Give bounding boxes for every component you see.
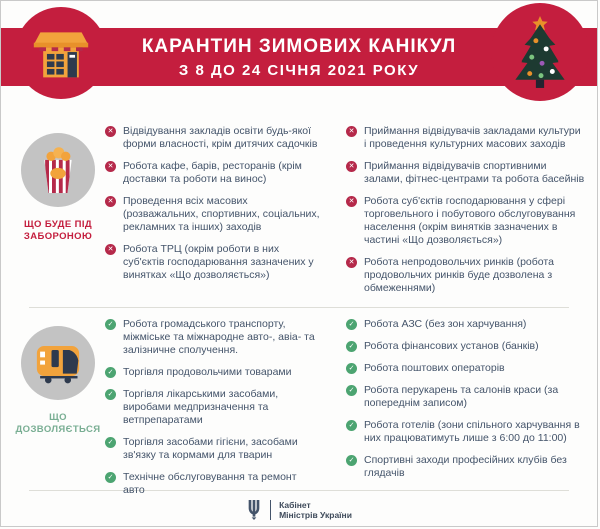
- item-text: Робота АЗС (без зон харчування): [364, 318, 527, 330]
- item-text: Приймання відвідувачів спортивними залами, фітнес-центрами та робота басейнів: [364, 160, 585, 185]
- allowed-column-2: [346, 318, 585, 506]
- item-text: Робота суб'єктів господарювання у сфері торговельного і побутового обслуговування населення (окрім винятків зазначених в частині «Що дозволяється»): [364, 195, 576, 246]
- footer-org-name: [279, 500, 352, 520]
- footer-org-line1: Кабінет: [279, 500, 311, 510]
- list-item: [105, 388, 320, 427]
- christmas-tree-icon: [507, 14, 573, 90]
- section-allowed-columns: [105, 314, 585, 496]
- popcorn-badge: [21, 133, 95, 207]
- check-icon: ✓: [105, 389, 116, 400]
- section-banned-columns: [105, 121, 585, 307]
- cross-icon: ✕: [105, 126, 116, 137]
- item-text: Робота готелів (зони спільного харчування в них працюватимуть лише з 6:00 до 11:00): [364, 419, 580, 444]
- list-item: [346, 362, 585, 375]
- check-icon: ✓: [346, 385, 357, 396]
- list-item: [105, 195, 320, 234]
- check-icon: ✓: [105, 367, 116, 378]
- list-item: [105, 366, 320, 379]
- section-allowed-label: ЩО ДОЗВОЛЯЄТЬСЯ: [15, 412, 101, 435]
- list-item: [105, 125, 320, 151]
- banned-column-2: [346, 125, 585, 307]
- header: [1, 1, 597, 115]
- section-banned-label: ЩО БУДЕ ПІД ЗАБОРОНОЮ: [23, 219, 93, 242]
- list-item: [105, 436, 320, 462]
- section-banned-side: [11, 121, 105, 307]
- list-item: [346, 195, 585, 247]
- check-icon: ✓: [346, 319, 357, 330]
- item-text: Робота поштових операторів: [364, 362, 505, 374]
- header-titles: [113, 35, 485, 79]
- trident-icon: [246, 499, 262, 521]
- item-text: Відвідування закладів освіти будь-якої форми власності, крім дитячих садочків: [123, 125, 318, 150]
- cross-icon: ✕: [105, 161, 116, 172]
- check-icon: ✓: [346, 455, 357, 466]
- list-item: [105, 160, 320, 186]
- list-item: [105, 318, 320, 357]
- item-text: Робота кафе, барів, ресторанів (крім доставки та роботи на винос): [123, 160, 302, 185]
- banned-column-1: [105, 125, 320, 307]
- storefront-badge: [15, 7, 107, 99]
- list-item: [346, 384, 585, 410]
- popcorn-icon: [34, 144, 82, 196]
- page-title: КАРАНТИН ЗИМОВИХ КАНІКУЛ: [141, 36, 457, 57]
- footer-separator: [270, 500, 271, 520]
- list-item: [346, 256, 585, 295]
- list-item: [346, 454, 585, 480]
- item-text: Спортивні заходи професійних клубів без глядачів: [364, 454, 567, 479]
- allowed-column-1: [105, 318, 320, 506]
- check-icon: ✓: [346, 420, 357, 431]
- item-text: Проведення всіх масових (розважальних, спортивних, соціальних, рекламних та інших) заходів: [123, 195, 320, 233]
- cross-icon: ✕: [346, 196, 357, 207]
- list-item: [346, 125, 585, 151]
- list-item: [346, 419, 585, 445]
- item-text: Торгівля засобами гігієни, засобами зв'язку та кормами для тварин: [123, 436, 298, 461]
- check-icon: ✓: [105, 319, 116, 330]
- tram-icon: [32, 340, 84, 386]
- item-text: Робота громадського транспорту, міжміське та міжнародне авто-, авіа- та залізничне сполучення.: [123, 318, 315, 356]
- section-allowed: [1, 308, 597, 496]
- cross-icon: ✕: [105, 244, 116, 255]
- cross-icon: ✕: [346, 161, 357, 172]
- storefront-icon: [31, 24, 91, 82]
- page-subtitle: З 8 ДО 24 СІЧНЯ 2021 РОКУ: [178, 62, 420, 79]
- list-item: [346, 160, 585, 186]
- check-icon: ✓: [346, 341, 357, 352]
- check-icon: ✓: [346, 363, 357, 374]
- item-text: Торгівля лікарськими засобами, виробами медпризначення та ветпрепаратами: [123, 388, 279, 426]
- christmas-tree-badge: [491, 3, 589, 101]
- tram-badge: [21, 326, 95, 400]
- item-text: Приймання відвідувачів закладами культури і проведення культурних масових заходів: [364, 125, 581, 150]
- check-icon: ✓: [105, 437, 116, 448]
- item-text: Робота ТРЦ (окрім роботи в них суб'єктів господарювання зазначених у винятках «Що дозволяється»): [123, 243, 314, 281]
- footer-org-line2: Міністрів України: [279, 510, 352, 520]
- item-text: Робота фінансових установ (банків): [364, 340, 539, 352]
- section-banned: [1, 115, 597, 307]
- cross-icon: ✕: [346, 257, 357, 268]
- list-item: [105, 243, 320, 282]
- cross-icon: ✕: [105, 196, 116, 207]
- item-text: Технічне обслуговування та ремонт авто: [123, 471, 297, 496]
- item-text: Торгівля продовольчими товарами: [123, 366, 292, 378]
- list-item: [346, 318, 585, 331]
- list-item: [105, 471, 320, 497]
- check-icon: ✓: [105, 472, 116, 483]
- item-text: Робота перукарень та салонів краси (за попереднім записом): [364, 384, 559, 409]
- list-item: [346, 340, 585, 353]
- section-allowed-side: [11, 314, 105, 490]
- item-text: Робота непродовольчих ринків (робота продовольчих ринків буде дозволена з обмеженнями): [364, 256, 554, 294]
- cross-icon: ✕: [346, 126, 357, 137]
